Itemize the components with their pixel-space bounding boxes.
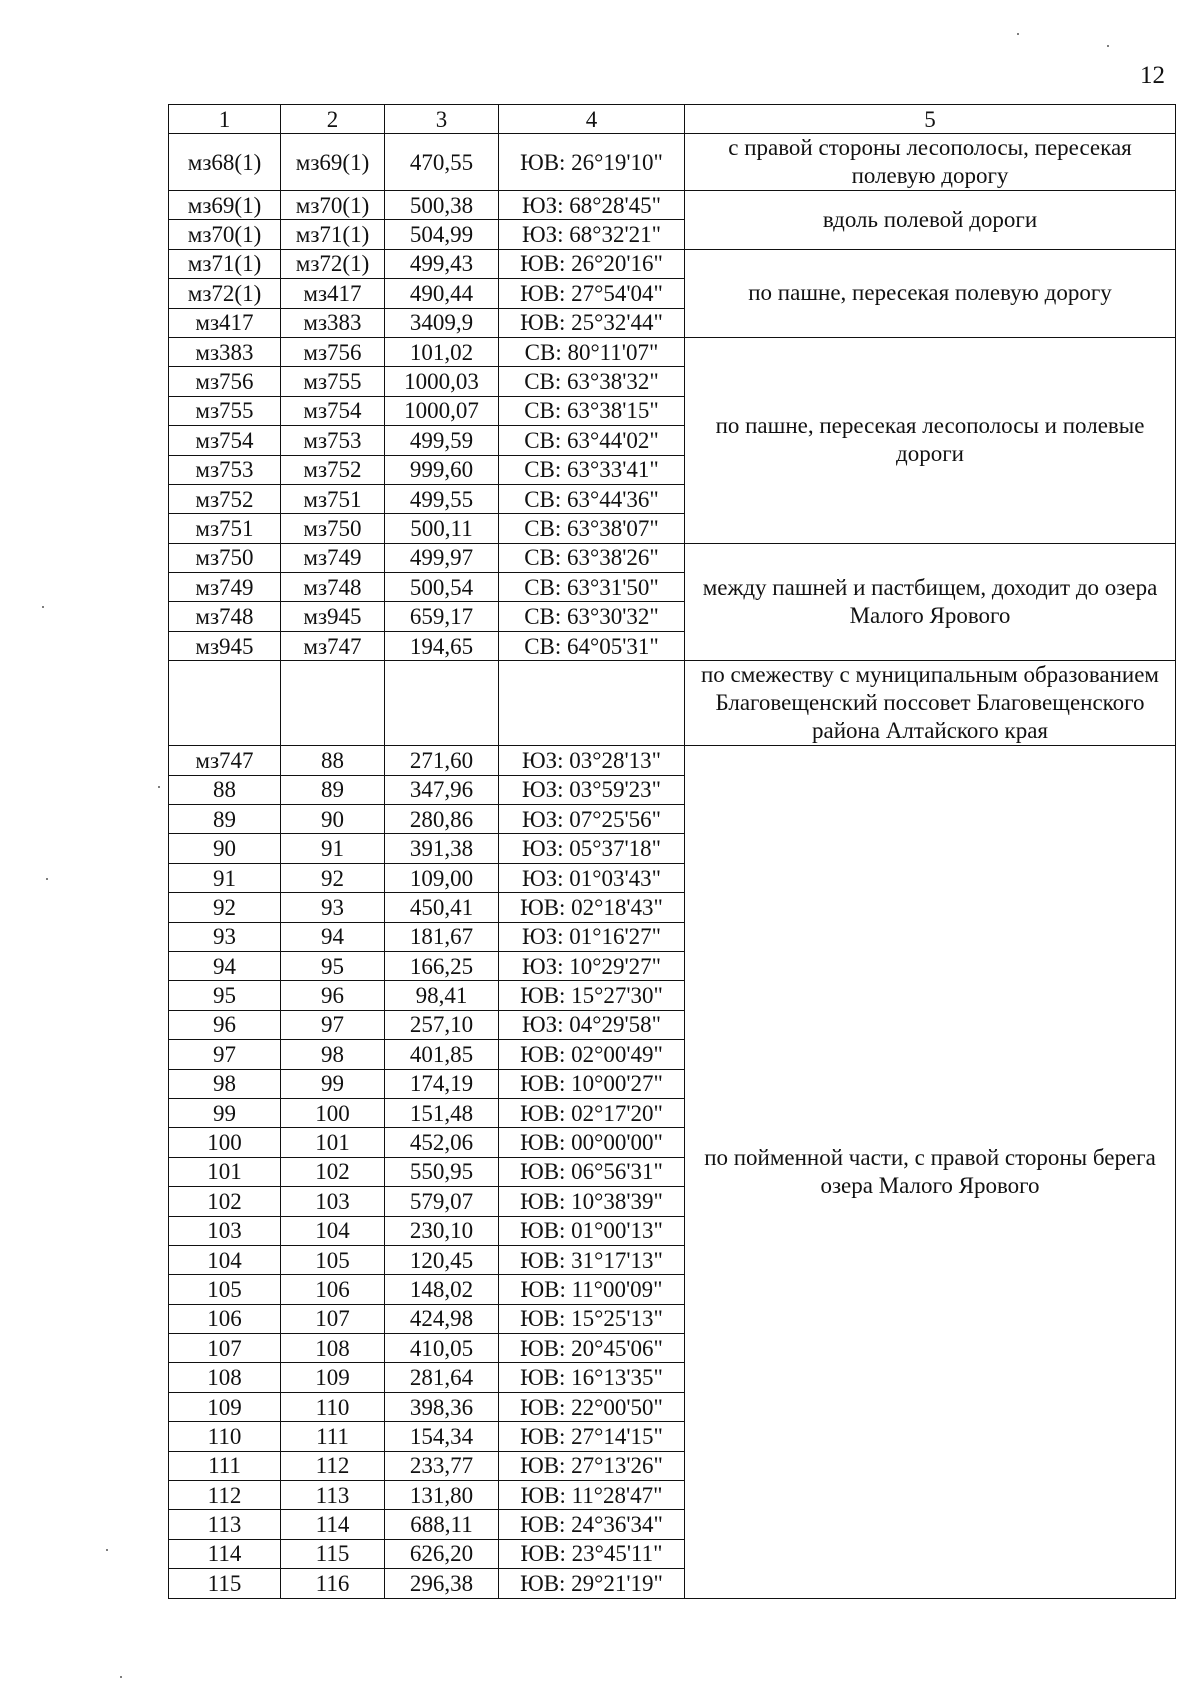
length-cell: 499,43 xyxy=(385,249,499,278)
to-point-cell: мз750 xyxy=(281,514,385,543)
bearing-cell: ЮВ: 25°32'44" xyxy=(499,308,685,337)
from-point-cell: 104 xyxy=(169,1245,281,1274)
bearing-cell: СВ: 63°33'41" xyxy=(499,455,685,484)
length-cell: 499,59 xyxy=(385,426,499,455)
to-point-cell: 102 xyxy=(281,1157,385,1186)
to-point-cell: 89 xyxy=(281,775,385,804)
table-body xyxy=(169,134,1176,1599)
header-row xyxy=(169,105,1176,134)
length-cell: 452,06 xyxy=(385,1128,499,1157)
bearing-cell: ЮЗ: 01°03'43" xyxy=(499,863,685,892)
length-cell: 688,11 xyxy=(385,1510,499,1539)
scan-speck xyxy=(1107,45,1109,47)
from-point-cell: 94 xyxy=(169,951,281,980)
to-point-cell xyxy=(281,661,385,746)
to-point-cell: 109 xyxy=(281,1363,385,1392)
bearing-cell: ЮЗ: 68°32'21" xyxy=(499,220,685,249)
from-point-cell: 99 xyxy=(169,1098,281,1127)
to-point-cell: 111 xyxy=(281,1422,385,1451)
table-row xyxy=(169,337,1176,366)
bearing-cell: ЮВ: 31°17'13" xyxy=(499,1245,685,1274)
bearing-cell: ЮВ: 10°00'27" xyxy=(499,1069,685,1098)
from-point-cell: 97 xyxy=(169,1040,281,1069)
table-row xyxy=(169,134,1176,191)
from-point-cell: 109 xyxy=(169,1392,281,1421)
to-point-cell: 91 xyxy=(281,834,385,863)
column-header: 2 xyxy=(281,105,385,134)
from-point-cell: 106 xyxy=(169,1304,281,1333)
to-point-cell: 88 xyxy=(281,746,385,775)
scan-speck xyxy=(106,1549,108,1551)
length-cell: 470,55 xyxy=(385,134,499,191)
length-cell: 181,67 xyxy=(385,922,499,951)
to-point-cell: 94 xyxy=(281,922,385,951)
length-cell: 281,64 xyxy=(385,1363,499,1392)
bearing-cell: ЮЗ: 01°16'27" xyxy=(499,922,685,951)
to-point-cell: 113 xyxy=(281,1481,385,1510)
description-cell: по смежеству с муниципальным образованием Благовещенский поссовет Благовещенского района Алтайского края xyxy=(685,661,1176,746)
bearing-cell: ЮВ: 02°00'49" xyxy=(499,1040,685,1069)
to-point-cell: мз754 xyxy=(281,396,385,425)
from-point-cell: 95 xyxy=(169,981,281,1010)
page-number: 12 xyxy=(1140,62,1165,89)
bearing-cell: ЮВ: 02°17'20" xyxy=(499,1098,685,1127)
scan-speck xyxy=(1017,33,1019,35)
from-point-cell: мз70(1) xyxy=(169,220,281,249)
length-cell: 151,48 xyxy=(385,1098,499,1127)
bearing-cell: СВ: 63°44'36" xyxy=(499,484,685,513)
bearing-cell: ЮВ: 11°00'09" xyxy=(499,1275,685,1304)
bearing-cell: ЮВ: 22°00'50" xyxy=(499,1392,685,1421)
to-point-cell: 103 xyxy=(281,1187,385,1216)
bearing-cell: СВ: 63°38'07" xyxy=(499,514,685,543)
from-point-cell: 105 xyxy=(169,1275,281,1304)
length-cell: 398,36 xyxy=(385,1392,499,1421)
table-row xyxy=(169,191,1176,220)
from-point-cell: 108 xyxy=(169,1363,281,1392)
bearing-cell: СВ: 63°38'32" xyxy=(499,367,685,396)
length-cell: 499,97 xyxy=(385,543,499,572)
column-header: 4 xyxy=(499,105,685,134)
bearing-cell: ЮВ: 10°38'39" xyxy=(499,1187,685,1216)
from-point-cell: 110 xyxy=(169,1422,281,1451)
bearing-cell: ЮВ: 15°25'13" xyxy=(499,1304,685,1333)
length-cell: 999,60 xyxy=(385,455,499,484)
length-cell: 120,45 xyxy=(385,1245,499,1274)
bearing-cell: ЮЗ: 10°29'27" xyxy=(499,951,685,980)
bearing-cell xyxy=(499,661,685,746)
bearing-cell: СВ: 63°44'02" xyxy=(499,426,685,455)
description-cell: по пашне, пересекая полевую дорогу xyxy=(685,249,1176,337)
to-point-cell: 107 xyxy=(281,1304,385,1333)
length-cell: 500,11 xyxy=(385,514,499,543)
length-cell: 174,19 xyxy=(385,1069,499,1098)
to-point-cell: 116 xyxy=(281,1569,385,1598)
length-cell: 3409,9 xyxy=(385,308,499,337)
length-cell: 271,60 xyxy=(385,746,499,775)
length-cell: 194,65 xyxy=(385,631,499,660)
to-point-cell: 106 xyxy=(281,1275,385,1304)
to-point-cell: 114 xyxy=(281,1510,385,1539)
to-point-cell: 99 xyxy=(281,1069,385,1098)
length-cell: 1000,07 xyxy=(385,396,499,425)
length-cell: 148,02 xyxy=(385,1275,499,1304)
from-point-cell: мз752 xyxy=(169,484,281,513)
to-point-cell: мз945 xyxy=(281,602,385,631)
from-point-cell: 100 xyxy=(169,1128,281,1157)
length-cell: 410,05 xyxy=(385,1334,499,1363)
scan-speck xyxy=(158,786,160,788)
to-point-cell: 92 xyxy=(281,863,385,892)
length-cell: 296,38 xyxy=(385,1569,499,1598)
to-point-cell: 112 xyxy=(281,1451,385,1480)
from-point-cell: мз383 xyxy=(169,337,281,366)
to-point-cell: мз383 xyxy=(281,308,385,337)
length-cell: 490,44 xyxy=(385,279,499,308)
from-point-cell: 101 xyxy=(169,1157,281,1186)
description-cell: вдоль полевой дороги xyxy=(685,191,1176,250)
bearing-cell: ЮВ: 06°56'31" xyxy=(499,1157,685,1186)
column-header: 5 xyxy=(685,105,1176,134)
to-point-cell: мз71(1) xyxy=(281,220,385,249)
from-point-cell: 92 xyxy=(169,893,281,922)
bearing-cell: СВ: 63°38'15" xyxy=(499,396,685,425)
from-point-cell: 90 xyxy=(169,834,281,863)
to-point-cell: мз70(1) xyxy=(281,191,385,220)
from-point-cell: 91 xyxy=(169,863,281,892)
to-point-cell: мз69(1) xyxy=(281,134,385,191)
bearing-cell: СВ: 64°05'31" xyxy=(499,631,685,660)
scan-speck xyxy=(46,878,48,880)
length-cell: 659,17 xyxy=(385,602,499,631)
from-point-cell: мз945 xyxy=(169,631,281,660)
bearing-cell: ЮЗ: 03°28'13" xyxy=(499,746,685,775)
to-point-cell: мз749 xyxy=(281,543,385,572)
from-point-cell: 96 xyxy=(169,1010,281,1039)
to-point-cell: 97 xyxy=(281,1010,385,1039)
to-point-cell: мз751 xyxy=(281,484,385,513)
from-point-cell: 114 xyxy=(169,1539,281,1568)
from-point-cell: 89 xyxy=(169,805,281,834)
from-point-cell: мз71(1) xyxy=(169,249,281,278)
from-point-cell: мз748 xyxy=(169,602,281,631)
length-cell: 257,10 xyxy=(385,1010,499,1039)
from-point-cell: 102 xyxy=(169,1187,281,1216)
length-cell: 626,20 xyxy=(385,1539,499,1568)
to-point-cell: мз756 xyxy=(281,337,385,366)
scan-speck xyxy=(120,1676,122,1678)
bearing-cell: ЮВ: 20°45'06" xyxy=(499,1334,685,1363)
from-point-cell: 111 xyxy=(169,1451,281,1480)
to-point-cell: 95 xyxy=(281,951,385,980)
bearing-cell: ЮВ: 27°14'15" xyxy=(499,1422,685,1451)
table-row xyxy=(169,543,1176,572)
from-point-cell: 113 xyxy=(169,1510,281,1539)
bearing-cell: ЮВ: 29°21'19" xyxy=(499,1569,685,1598)
description-cell: между пашней и пастбищем, доходит до озера Малого Ярового xyxy=(685,543,1176,661)
bearing-cell: ЮЗ: 07°25'56" xyxy=(499,805,685,834)
column-header: 3 xyxy=(385,105,499,134)
to-point-cell: мз753 xyxy=(281,426,385,455)
from-point-cell: 107 xyxy=(169,1334,281,1363)
bearing-cell: ЮВ: 02°18'43" xyxy=(499,893,685,922)
length-cell: 109,00 xyxy=(385,863,499,892)
from-point-cell xyxy=(169,661,281,746)
description-cell: по пашне, пересекая лесополосы и полевые дороги xyxy=(685,337,1176,543)
length-cell: 500,38 xyxy=(385,191,499,220)
length-cell: 550,95 xyxy=(385,1157,499,1186)
to-point-cell: мз755 xyxy=(281,367,385,396)
to-point-cell: 115 xyxy=(281,1539,385,1568)
length-cell: 154,34 xyxy=(385,1422,499,1451)
length-cell: 450,41 xyxy=(385,893,499,922)
length-cell: 166,25 xyxy=(385,951,499,980)
from-point-cell: 93 xyxy=(169,922,281,951)
from-point-cell: мз72(1) xyxy=(169,279,281,308)
bearing-cell: ЮВ: 27°54'04" xyxy=(499,279,685,308)
length-cell xyxy=(385,661,499,746)
length-cell: 233,77 xyxy=(385,1451,499,1480)
to-point-cell: 108 xyxy=(281,1334,385,1363)
from-point-cell: 115 xyxy=(169,1569,281,1598)
from-point-cell: мз754 xyxy=(169,426,281,455)
bearing-cell: ЮВ: 27°13'26" xyxy=(499,1451,685,1480)
length-cell: 401,85 xyxy=(385,1040,499,1069)
length-cell: 424,98 xyxy=(385,1304,499,1333)
to-point-cell: 104 xyxy=(281,1216,385,1245)
to-point-cell: 90 xyxy=(281,805,385,834)
from-point-cell: мз747 xyxy=(169,746,281,775)
from-point-cell: мз749 xyxy=(169,573,281,602)
bearing-cell: СВ: 63°38'26" xyxy=(499,543,685,572)
table-row xyxy=(169,746,1176,775)
from-point-cell: 112 xyxy=(169,1481,281,1510)
from-point-cell: мз417 xyxy=(169,308,281,337)
from-point-cell: мз750 xyxy=(169,543,281,572)
from-point-cell: мз755 xyxy=(169,396,281,425)
description-cell: по пойменной части, с правой стороны берега озера Малого Ярового xyxy=(685,746,1176,1598)
length-cell: 504,99 xyxy=(385,220,499,249)
bearing-cell: ЮЗ: 04°29'58" xyxy=(499,1010,685,1039)
length-cell: 98,41 xyxy=(385,981,499,1010)
bearing-cell: СВ: 63°31'50" xyxy=(499,573,685,602)
to-point-cell: 101 xyxy=(281,1128,385,1157)
to-point-cell: 96 xyxy=(281,981,385,1010)
to-point-cell: 98 xyxy=(281,1040,385,1069)
from-point-cell: мз753 xyxy=(169,455,281,484)
from-point-cell: мз751 xyxy=(169,514,281,543)
from-point-cell: мз68(1) xyxy=(169,134,281,191)
bearing-cell: ЮЗ: 68°28'45" xyxy=(499,191,685,220)
to-point-cell: мз747 xyxy=(281,631,385,660)
boundary-table xyxy=(168,104,1176,1599)
column-header: 1 xyxy=(169,105,281,134)
to-point-cell: 93 xyxy=(281,893,385,922)
table-row xyxy=(169,661,1176,746)
bearing-cell: ЮВ: 00°00'00" xyxy=(499,1128,685,1157)
from-point-cell: мз69(1) xyxy=(169,191,281,220)
to-point-cell: 100 xyxy=(281,1098,385,1127)
bearing-cell: ЮВ: 15°27'30" xyxy=(499,981,685,1010)
length-cell: 280,86 xyxy=(385,805,499,834)
bearing-cell: СВ: 63°30'32" xyxy=(499,602,685,631)
to-point-cell: 110 xyxy=(281,1392,385,1421)
bearing-cell: ЮВ: 11°28'47" xyxy=(499,1481,685,1510)
length-cell: 499,55 xyxy=(385,484,499,513)
length-cell: 101,02 xyxy=(385,337,499,366)
bearing-cell: ЮВ: 16°13'35" xyxy=(499,1363,685,1392)
bearing-cell: СВ: 80°11'07" xyxy=(499,337,685,366)
from-point-cell: 103 xyxy=(169,1216,281,1245)
bearing-cell: ЮВ: 23°45'11" xyxy=(499,1539,685,1568)
to-point-cell: мз72(1) xyxy=(281,249,385,278)
length-cell: 347,96 xyxy=(385,775,499,804)
bearing-cell: ЮВ: 26°19'10" xyxy=(499,134,685,191)
description-cell: с правой стороны лесополосы, пересекая полевую дорогу xyxy=(685,134,1176,191)
bearing-cell: ЮВ: 26°20'16" xyxy=(499,249,685,278)
to-point-cell: мз752 xyxy=(281,455,385,484)
length-cell: 500,54 xyxy=(385,573,499,602)
table-row xyxy=(169,249,1176,278)
length-cell: 131,80 xyxy=(385,1481,499,1510)
bearing-cell: ЮЗ: 05°37'18" xyxy=(499,834,685,863)
to-point-cell: мз417 xyxy=(281,279,385,308)
length-cell: 579,07 xyxy=(385,1187,499,1216)
to-point-cell: 105 xyxy=(281,1245,385,1274)
bearing-cell: ЮЗ: 03°59'23" xyxy=(499,775,685,804)
from-point-cell: 98 xyxy=(169,1069,281,1098)
scan-speck xyxy=(42,606,44,608)
from-point-cell: мз756 xyxy=(169,367,281,396)
length-cell: 391,38 xyxy=(385,834,499,863)
length-cell: 1000,03 xyxy=(385,367,499,396)
bearing-cell: ЮВ: 24°36'34" xyxy=(499,1510,685,1539)
length-cell: 230,10 xyxy=(385,1216,499,1245)
to-point-cell: мз748 xyxy=(281,573,385,602)
bearing-cell: ЮВ: 01°00'13" xyxy=(499,1216,685,1245)
from-point-cell: 88 xyxy=(169,775,281,804)
